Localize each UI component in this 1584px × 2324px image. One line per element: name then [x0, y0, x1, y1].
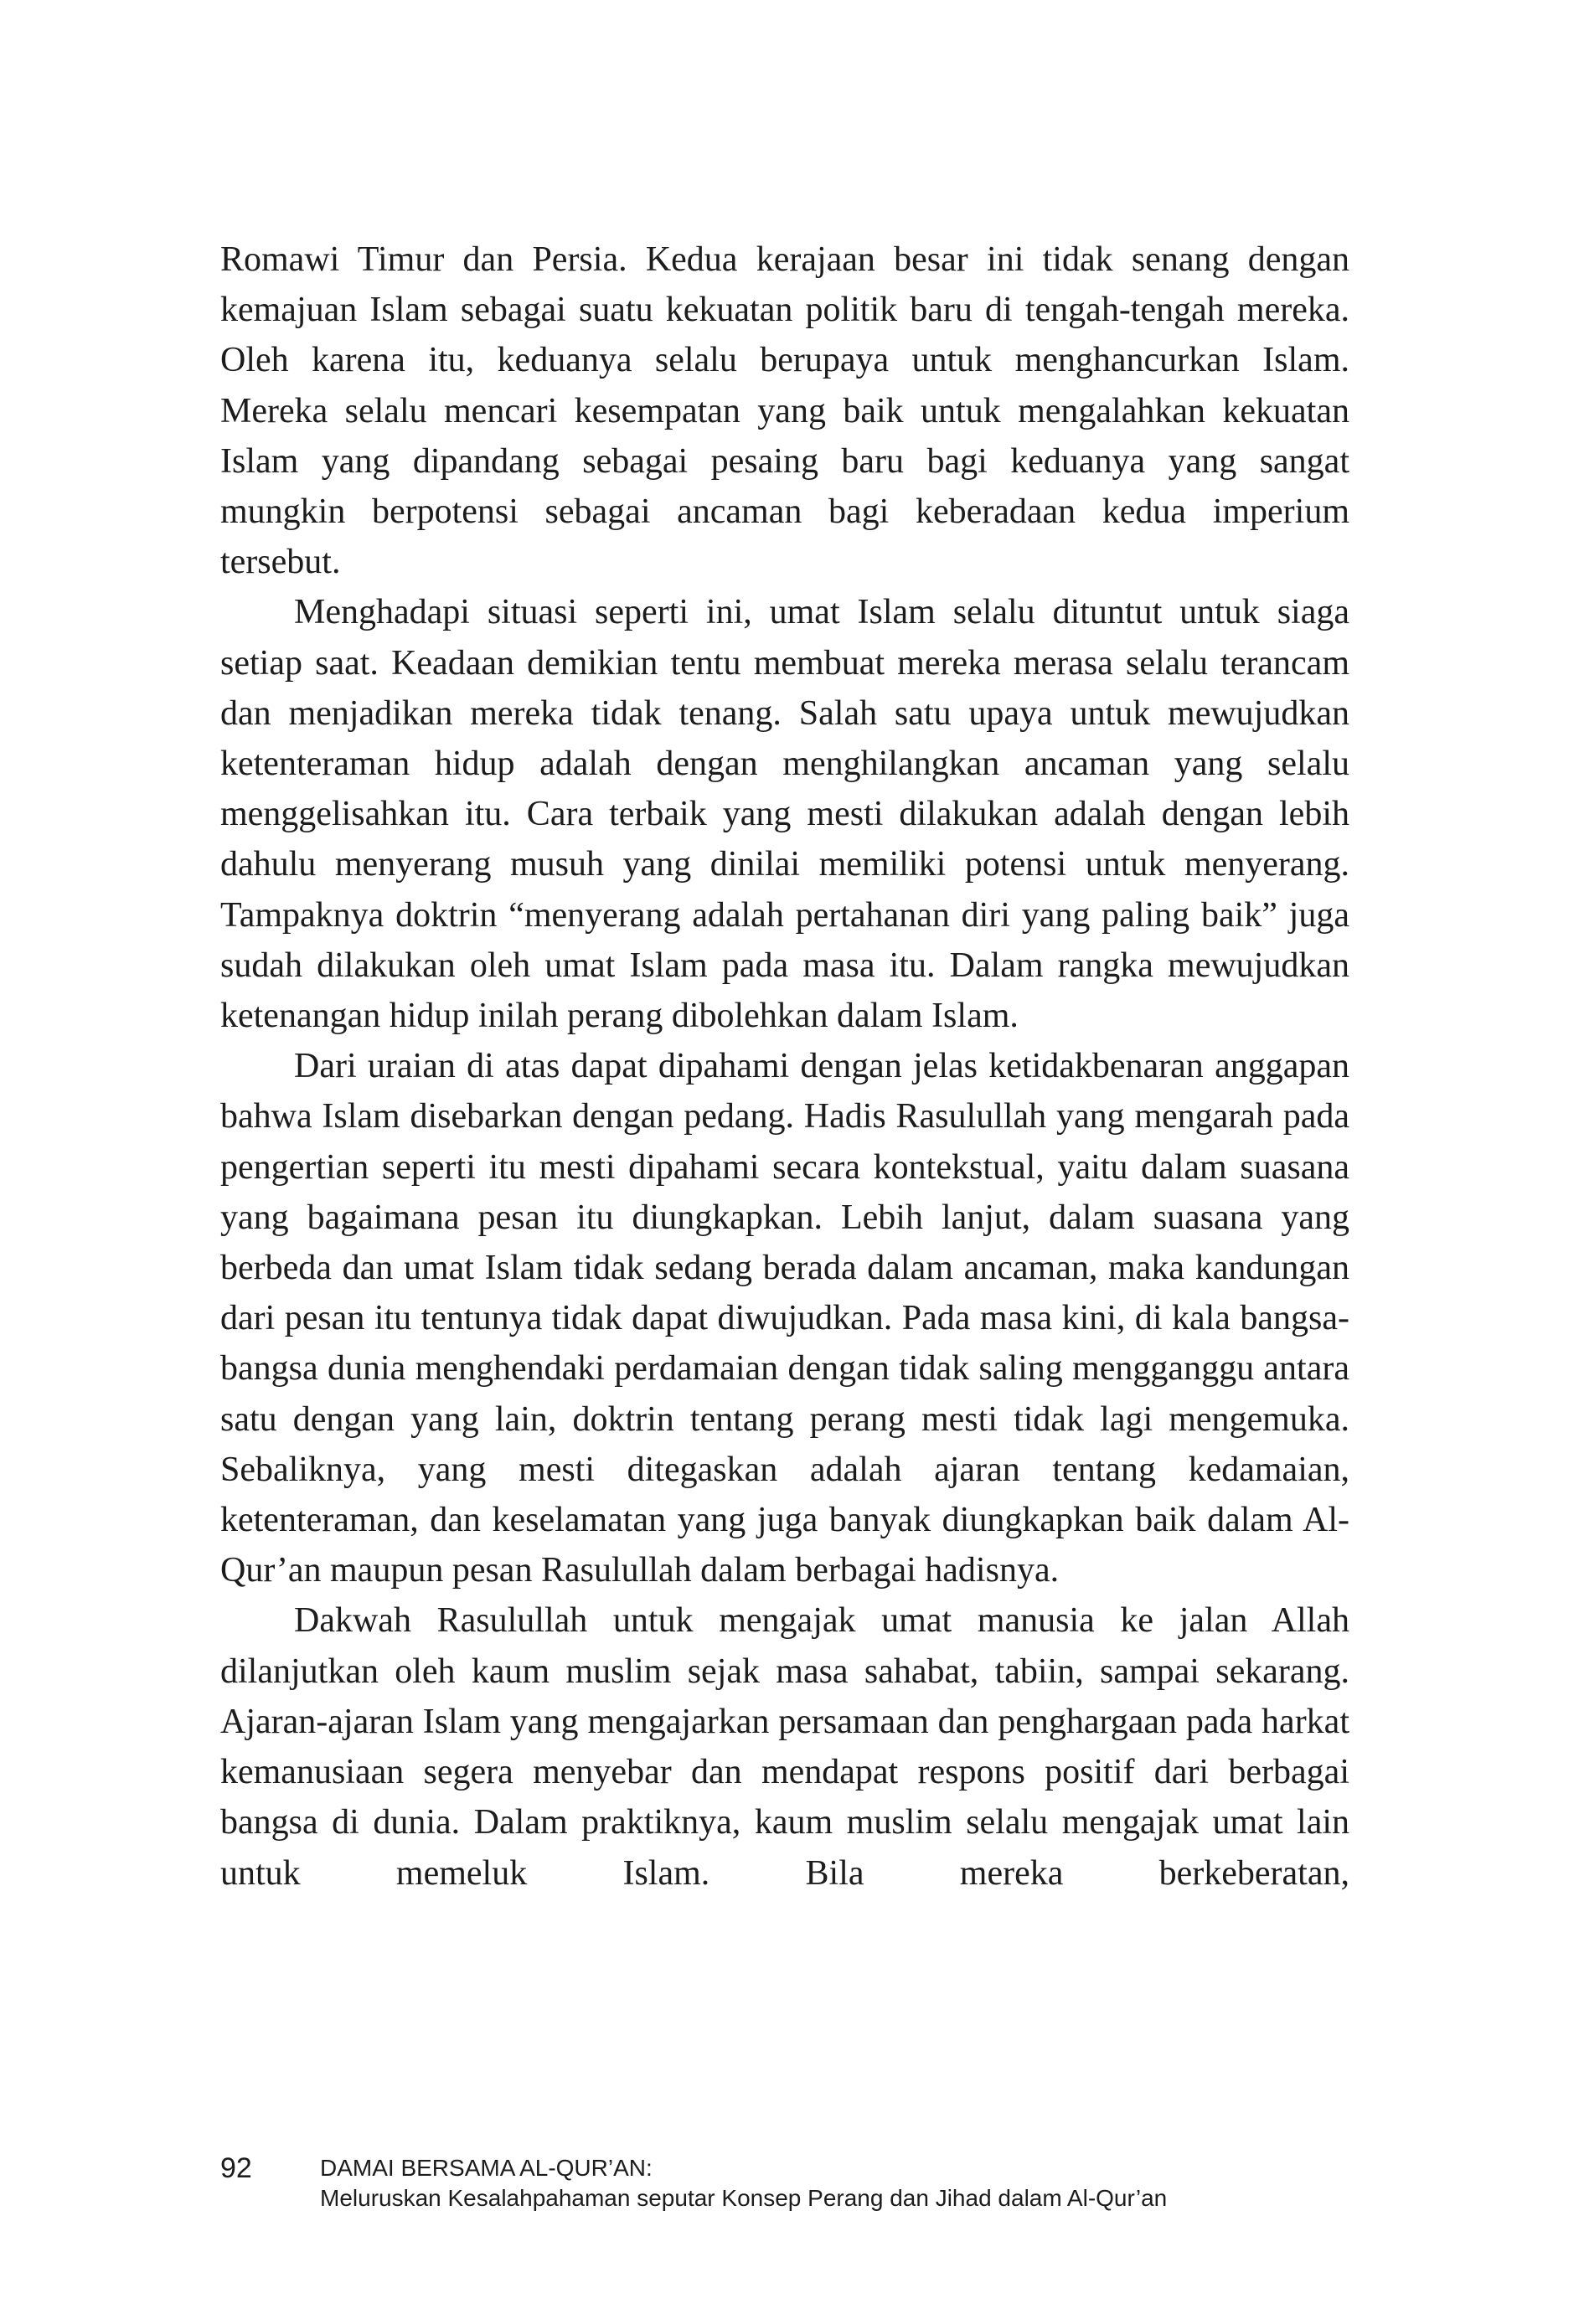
book-title: DAMAI BERSAMA AL-QUR’AN: — [320, 2155, 653, 2181]
body-text — [220, 234, 1349, 1899]
paragraph: Dari uraian di atas dapat dipahami dengan jelas ketidakbenaran anggapan bahwa Islam disebarkan dengan pedang. Hadis Rasulullah yang mengarah pada pengertian seperti itu mesti dipahami secara kontekstual, yaitu dalam suasana yang bagaimana pesan itu diungkapkan. Lebih lanjut, dalam suasana yang berbeda dan umat Islam tidak sedang berada dalam ancaman, maka kandungan dari pesan itu tentunya tidak dapat diwujudkan. Pada masa kini, di kala bangsa-bangsa dunia menghendaki perdamaian dengan tidak saling mengganggu antara satu dengan yang lain, doktrin tentang perang mesti tidak lagi mengemuka. Sebaliknya, yang mesti ditegaskan adalah ajaran tentang kedamaian, ketenteraman, dan keselamatan yang juga banyak diungkapkan baik dalam Al-Qur’an maupun pesan Rasulullah dalam berbagai hadisnya. — [220, 1047, 1349, 1590]
paragraph: Dakwah Rasulullah untuk mengajak umat manusia ke jalan Allah dilanjutkan oleh kaum muslim sejak masa sahabat, tabiin, sampai sekarang. Ajaran-ajaran Islam yang mengajarkan persamaan dan penghargaan pada harkat kemanusiaan segera menyebar dan mendapat respons positif dari berbagai bangsa di dunia. Dalam praktiknya, kaum muslim selalu mengajak umat lain untuk memeluk Islam. Bila mereka berkeberatan, — [220, 1601, 1349, 1893]
running-title — [320, 2153, 1167, 2213]
page-number: 92 — [220, 2152, 252, 2184]
paragraph: Menghadapi situasi seperti ini, umat Islam selalu dituntut untuk siaga setiap saat. Keadaan demikian tentu membuat mereka merasa selalu terancam dan menjadikan mereka tidak tenang. Salah satu upaya untuk mewujudkan ketenteraman hidup adalah dengan menghilangkan ancaman yang selalu menggelisahkan itu. Cara terbaik yang mesti dilakukan adalah dengan lebih dahulu menyerang musuh yang dinilai memiliki potensi untuk menyerang. Tampaknya doktrin “menyerang adalah pertahanan diri yang paling baik” juga sudah dilakukan oleh umat Islam pada masa itu. Dalam rangka mewujudkan ketenangan hidup inilah perang dibolehkan dalam Islam. — [220, 593, 1349, 1036]
paragraph: Romawi Timur dan Persia. Kedua kerajaan besar ini tidak senang dengan kemajuan Islam sebagai suatu kekuatan politik baru di tengah-tengah mereka. Oleh karena itu, keduanya selalu berupaya untuk menghancurkan Islam. Mereka selalu mencari kesempatan yang baik untuk mengalahkan kekuatan Islam yang dipandang sebagai pesaing baru bagi keduanya yang sangat mungkin berpotensi sebagai ancaman bagi keberadaan kedua imperium tersebut. — [220, 240, 1349, 582]
book-subtitle: Meluruskan Kesalahpahaman seputar Konsep Perang dan Jihad dalam Al-Qur’an — [320, 2185, 1168, 2211]
